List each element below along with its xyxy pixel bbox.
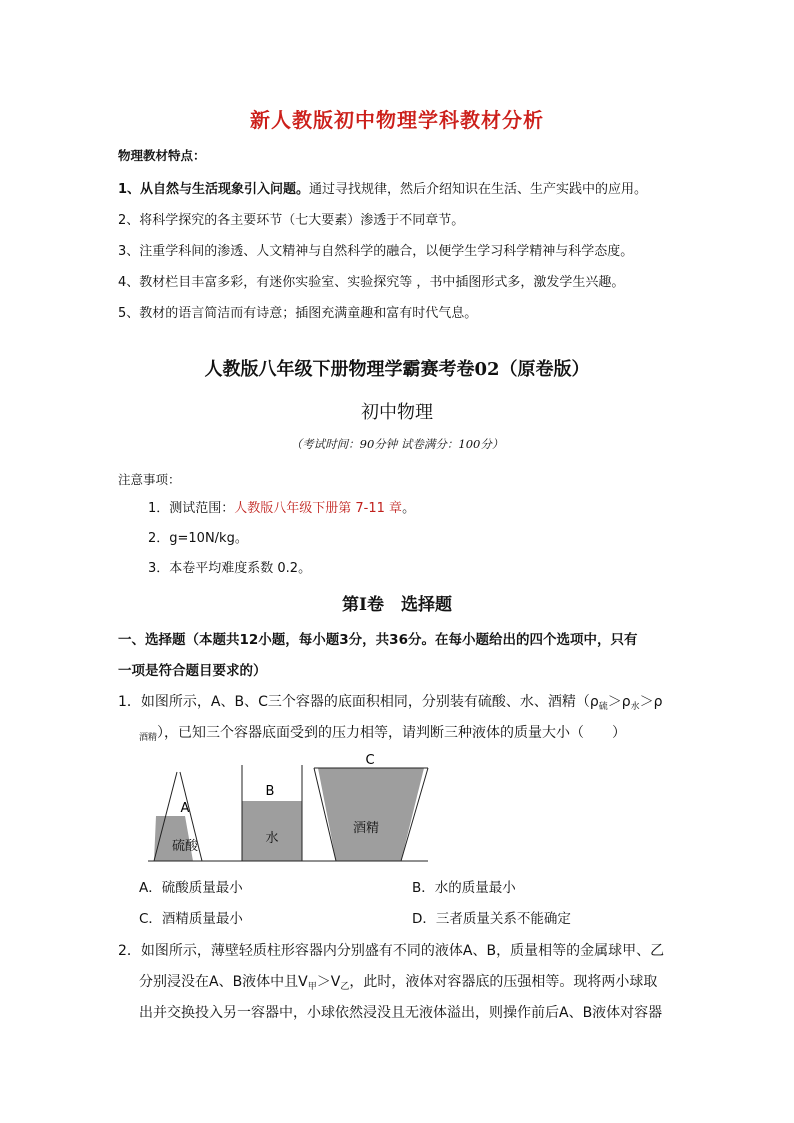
section-heading-line2: 一项是符合题目要求的） [118,663,267,679]
features-heading: 物理教材特点： [118,148,206,163]
liquid-b-label: 水 [265,831,279,846]
question-2-line2: 分别浸没在A、B液体中且$V_甲>V_乙$，此时，液体对容器底的压强相等。现将两小球取 [139,974,658,992]
question-1-line1: 1．如图所示，A、B、C三个容器的底面积相同，分别装有硫酸、水、酒精（$\rho_硫>\rho_水>\rho$ [118,694,663,712]
exam-title: 人教版八年级下册物理学霸赛考卷02（原卷版） [204,359,590,380]
note-3: 3．本卷平均难度系数 0.2。 [148,561,312,576]
q1-option-c: C．酒精质量最小 [139,911,243,927]
feature-item-1: 1、从自然与生活现象引入问题。通过寻找规律，然后介绍知识在生活、生产实践中的应用。 [118,182,648,197]
liquid-c-label: 酒精 [352,821,380,836]
question-2-line3: 出并交换投入另一容器中，小球依然浸没且无液体溢出，则操作前后A、B液体对容器 [139,1005,663,1021]
exam-time-info: （考试时间：90分钟 试卷满分：100分） [290,437,504,451]
container-c-liquid [318,768,424,861]
section-title: 第Ⅰ卷 选择题 [342,595,452,615]
label-b: B [265,784,275,799]
q1-option-b: B．水的质量最小 [412,880,516,896]
note-1: 1．测试范围：人教版八年级下册第 7-11 章。 [148,501,416,516]
feature-item-3: 3、注重学科间的渗透、人文精神与自然科学的融合，以便学生学习科学精神与科学态度。 [118,244,634,259]
test-range: 人教版八年级下册第 7-11 章 [234,501,403,516]
page-title: 新人教版初中物理学科教材分析 [250,108,544,132]
q1-option-a: A．硫酸质量最小 [139,880,243,896]
label-a: A [180,801,190,816]
feature-item-5: 5、教材的语言简洁而有诗意；插图充满童趣和富有时代气息。 [118,306,478,321]
feature-item-4: 4、教材栏目丰富多彩，有迷你实验室、实验探究等 ，书中插图形式多，激发学生兴趣。 [118,275,625,290]
question-2-line1: 2．如图所示，薄壁轻质柱形容器内分别盛有不同的液体A、B，质量相等的金属球甲、乙 [118,943,665,959]
containers-figure [140,746,440,868]
notes-heading: 注意事项： [118,472,181,487]
note-2: 2．g=10N/kg。 [148,531,248,546]
label-c: C [365,753,375,768]
feature-item-2: 2、将科学探究的各主要环节（七大要素）渗透于不同章节。 [118,213,465,228]
section-heading-line1: 一、选择题（本题共12小题，每小题3分，共36分。在每小题给出的四个选项中，只有 [118,632,638,648]
liquid-a-label: 硫酸 [171,839,199,854]
question-1-line2: $_{酒精}$），已知三个容器底面受到的压力相等，请判断三种液体的质量大小（ ） [139,725,627,743]
exam-subject: 初中物理 [361,402,433,423]
q1-option-d: D．三者质量关系不能确定 [412,911,571,927]
